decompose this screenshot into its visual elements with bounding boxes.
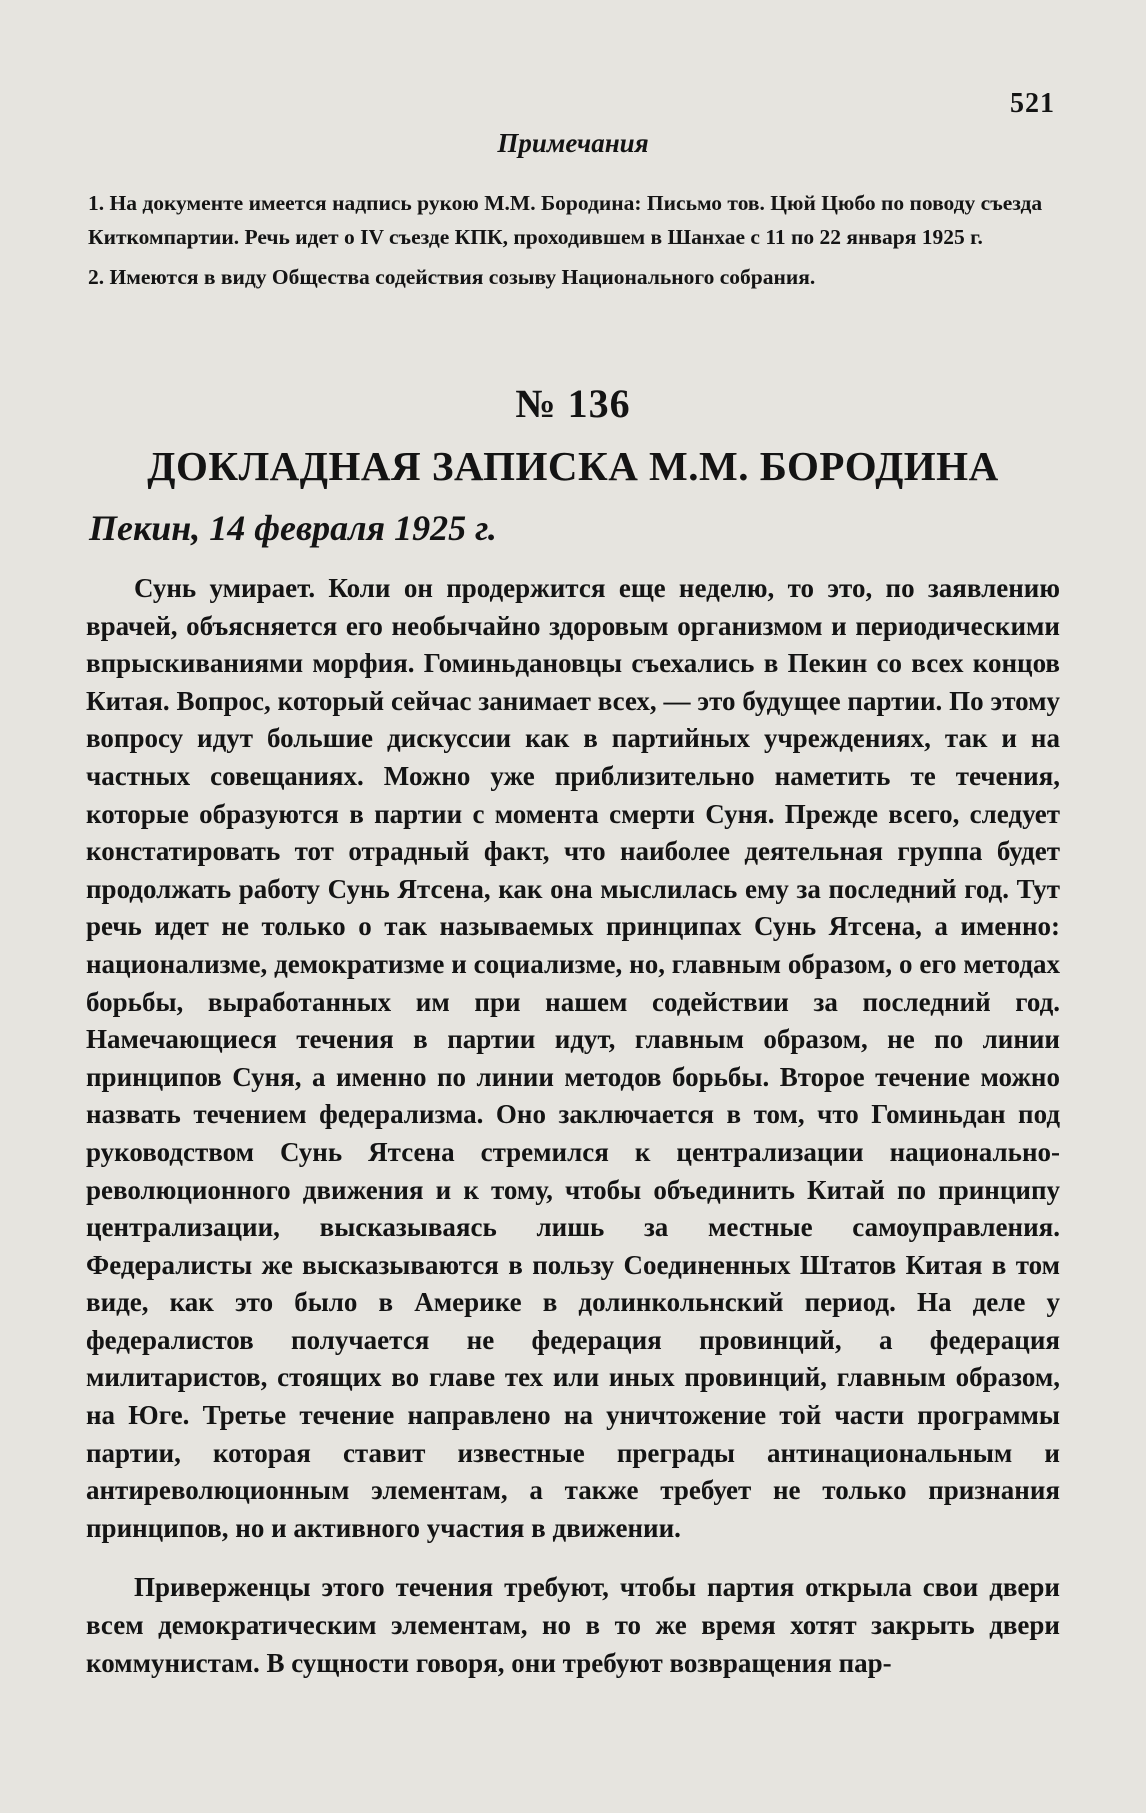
document-place-date: Пекин, 14 февраля 1925 г. bbox=[89, 508, 497, 548]
notes-section bbox=[88, 186, 1068, 300]
note-item: 1. На документе имеется надпись рукою М.М. Бородина: Письмо тов. Цюй Цюбо по поводу съезда Киткомпартии. Речь идет о IV съезде КПК, проходившем в Шанхае с 11 по 22 января 1925 г. bbox=[88, 191, 1043, 249]
body-paragraph: Сунь умирает. Коли он продержится еще неделю, то это, по заявлению врачей, объясняется его необычайно здоровым организмом и периодическими впрыскиваниями морфия. Гоминьдановцы съехались в Пекин со всех концов Китая. Вопрос, который сейчас занимает всех, — это будущее партии. По этому вопросу идут большие дискуссии как в партийных учреждениях, так и на частных совещаниях. Можно уже приблизительно наметить те течения, которые образуются в партии с момента смерти Суня. Прежде всего, следует констатировать тот отрадный факт, что наиболее деятельная группа будет продолжать работу Сунь Ятсена, как она мыслилась ему за последний год. Тут речь идет не только о так называемых принципах Сунь Ятсена, а именно: национализме, демократизме и социализме, но, главным образом, о его методах борьбы, выработанных им при нашем содействии за последний год. Намечающиеся течения в партии идут, главным образом, не по линии принципов Суня, а именно по линии методов борьбы. Второе течение можно назвать течением федерализма. Оно заключается в том, что Гоминьдан под руководством Сунь Ятсена стремился к централизации национально-революционного движения и к тому, чтобы объединить Китай по принципу централизации, высказываясь лишь за местные самоуправления. Федералисты же высказываются в пользу Соединенных Штатов Китая в том виде, как это было в Америке в долинкольнский период. На деле у федералистов получается не федерация провинций, а федерация милитаристов, стоящих во главе тех или иных провинций, главным образом, на Юге. Третье течение направлено на уничтожение той части программы партии, которая ставит известные преграды антинациональным и антиреволюционным элементам, а также требует не только признания принципов, но и активного участия в движении. bbox=[86, 573, 1060, 1543]
note-item: 2. Имеются в виду Общества содействия созыву Национального собрания. bbox=[88, 265, 816, 289]
document-title: ДОКЛАДНАЯ ЗАПИСКА М.М. БОРОДИНА bbox=[147, 443, 999, 489]
document-body bbox=[86, 570, 1060, 1704]
page-number: 521 bbox=[1010, 88, 1055, 119]
document-number: № 136 bbox=[515, 381, 631, 426]
body-paragraph: Приверженцы этого течения требуют, чтобы партия открыла свои двери всем демократическим элементам, но в то же время хотят закрыть двери коммунистам. В сущности говоря, они требуют возвращения пар- bbox=[86, 1572, 1060, 1678]
notes-heading: Примечания bbox=[497, 128, 649, 158]
